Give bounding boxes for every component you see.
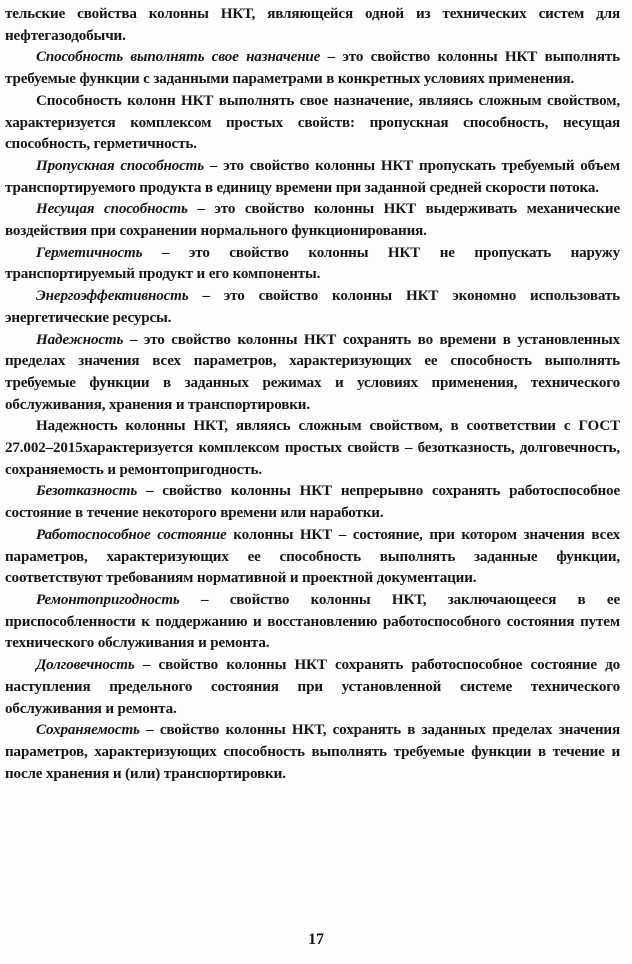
paragraph-text: – свойство колонны НКТ непрерывно сохранять работоспособное состояние в течение некоторого времени или наработки. bbox=[5, 483, 620, 522]
paragraph bbox=[5, 243, 620, 286]
paragraph bbox=[5, 330, 620, 417]
defined-term: Безотказность bbox=[36, 483, 138, 500]
paragraph bbox=[5, 4, 620, 47]
defined-term: Способность выполнять свое назначение bbox=[36, 49, 321, 66]
defined-term: Сохраняемость bbox=[36, 722, 140, 739]
paragraph-text: – это свойство колонны НКТ пропускать требуемый объем транспортируемого продукта в единицу времени при заданной средней скорости потока. bbox=[5, 157, 620, 196]
paragraph-text: – это свойство колонны НКТ экономно использовать энергетические ресурсы. bbox=[5, 288, 620, 326]
defined-term: Ремонтопригодность bbox=[36, 591, 180, 608]
body-text bbox=[5, 4, 620, 785]
paragraph bbox=[5, 199, 620, 242]
paragraph-text: – это свойство колонны НКТ выполнять требуемые функции с заданными параметрами в конкретных условиях применения. bbox=[5, 49, 620, 88]
paragraph-text: – это свойство колонны НКТ выдерживать механические воздействия при сохранении нормального функционирования. bbox=[5, 201, 620, 240]
paragraph-text: Способность колонн НКТ выполнять свое назначение, являясь сложным свойством, характеризуется комплексом простых свойств: пропускная способность, несущая способность, герметичность. bbox=[5, 92, 620, 153]
paragraph-text: – свойство колонны НКТ, заключающееся в ее приспособленности к поддержанию и восстановлению работоспособного состояния путем технического обслуживания и ремонта. bbox=[5, 591, 620, 652]
paragraph bbox=[5, 286, 620, 329]
defined-term: Пропускная способность bbox=[36, 157, 204, 174]
paragraph-text: – это свойство колонны НКТ не пропускать наружу транспортируемый продукт и его компоненты. bbox=[5, 244, 620, 283]
paragraph bbox=[5, 91, 620, 156]
page-number: 17 bbox=[308, 931, 324, 948]
paragraph bbox=[5, 481, 620, 524]
defined-term: Герметичность bbox=[36, 244, 143, 261]
defined-term: Долговечность bbox=[36, 657, 135, 674]
paragraph bbox=[5, 590, 620, 655]
paragraph-text: тельские свойства колонны НКТ, являющейся одной из технических систем для нефтегазодобычи. bbox=[5, 6, 620, 44]
paragraph bbox=[5, 47, 620, 90]
paragraph-text: колонны НКТ – состояние, при котором значения всех параметров, характеризующих ее способность выполнять заданные функции, соответствуют требованиям нормативной и проектной документации. bbox=[5, 526, 620, 587]
paragraph-text: – свойство колонны НКТ сохранять работоспособное состояние до наступления предельного состояния при установленной системе технического обслуживания и ремонта. bbox=[5, 657, 620, 717]
paragraph-text: – свойство колонны НКТ, сохранять в заданных пределах значения параметров, характеризующих способность выполнять требуемые функции в течение и после хранения и (или) транспортировки. bbox=[5, 722, 620, 782]
paragraph-text: Надежность колонны НКТ, являясь сложным свойством, в соответствии с ГОСТ 27.002–2015характеризуется комплексом простых свойств – безотказность, долговечность, сохраняемость и ремонтопригодность. bbox=[5, 418, 620, 478]
defined-term: Несущая способность bbox=[36, 201, 188, 218]
paragraph bbox=[5, 156, 620, 199]
paragraph bbox=[5, 720, 620, 785]
paragraph bbox=[5, 416, 620, 481]
defined-term: Энергоэффективность bbox=[36, 288, 189, 305]
defined-term: Работоспособное состояние bbox=[36, 526, 227, 543]
defined-term: Надежность bbox=[36, 331, 124, 348]
paragraph bbox=[5, 655, 620, 720]
paragraph bbox=[5, 525, 620, 590]
paragraph-text: – это свойство колонны НКТ сохранять во времени в установленных пределах значения всех параметров, характеризующих ее способность выполнять требуемые функции в заданных режимах и условиях применения, технического обслуживания, хранения и транспортировки. bbox=[5, 331, 620, 413]
